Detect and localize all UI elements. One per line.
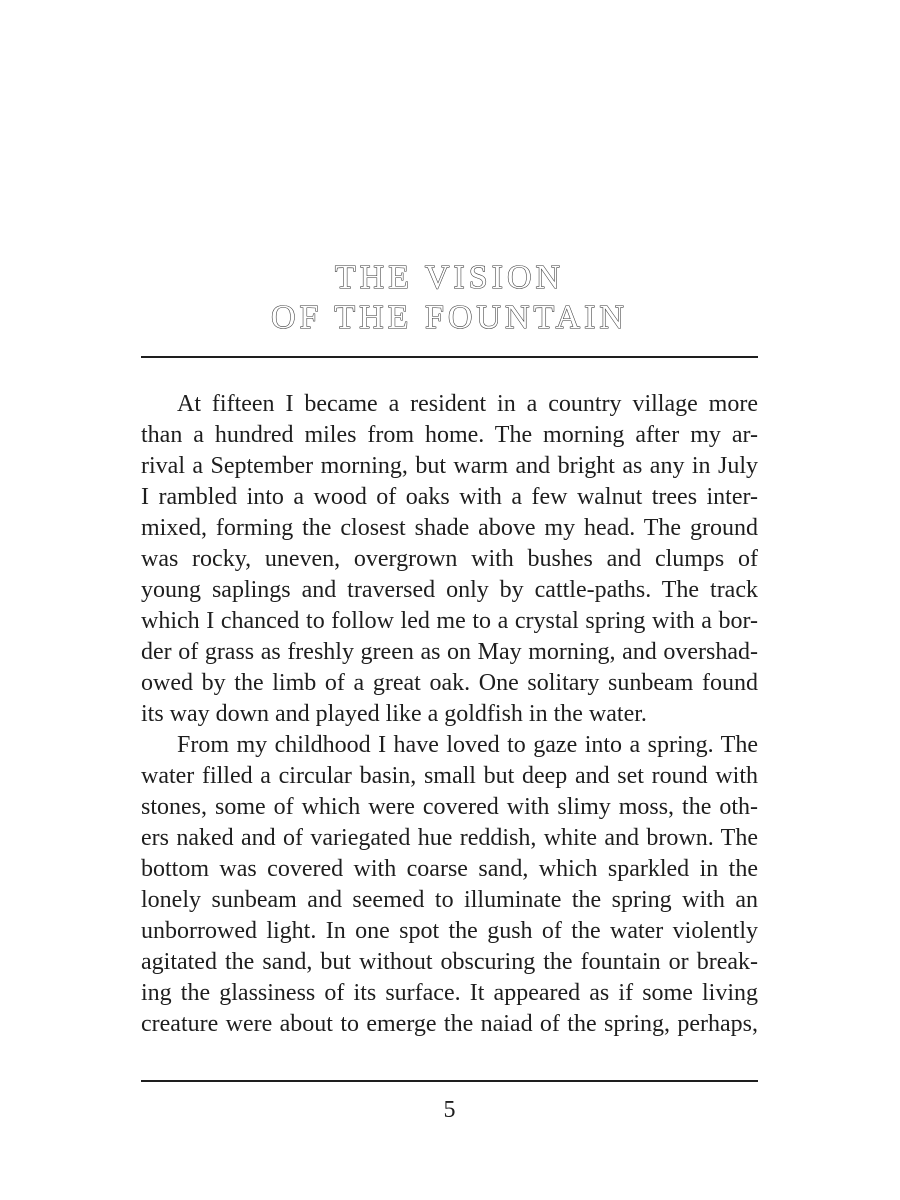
text-line: At fifteen I became a resident in a country village more — [177, 391, 758, 417]
text-line: owed by the limb of a great oak. One solitary sunbeam found — [141, 670, 758, 696]
text-line: agitated the sand, but without obscuring the fountain or break- — [141, 949, 758, 975]
text-line: creature were about to emerge the naiad of the spring, perhaps, — [141, 1011, 758, 1037]
paragraph — [141, 389, 758, 730]
text-line: water filled a circular basin, small but deep and set round with — [141, 763, 758, 789]
text-line: young saplings and traversed only by cattle-paths. The track — [141, 577, 758, 603]
text-line: From my childhood I have loved to gaze into a spring. The — [177, 732, 758, 758]
text-line: stones, some of which were covered with slimy moss, the oth- — [141, 794, 758, 820]
text-line: which I chanced to follow led me to a crystal spring with a bor- — [141, 608, 758, 634]
page-number: 5 — [443, 1097, 456, 1123]
text-line: der of grass as freshly green as on May morning, and overshad- — [141, 639, 758, 665]
text-line: mixed, forming the closest shade above my head. The ground — [141, 515, 758, 541]
text-line: rival a September morning, but warm and bright as any in July — [141, 453, 758, 479]
text-line: unborrowed light. In one spot the gush of the water violently — [141, 918, 758, 944]
paragraph — [141, 730, 758, 1040]
top-divider — [141, 356, 758, 358]
text-line: lonely sunbeam and seemed to illuminate the spring with an — [141, 887, 758, 913]
body-text — [141, 389, 758, 1040]
chapter-title-line-1: THE VISION — [334, 259, 565, 296]
bottom-divider — [141, 1080, 758, 1082]
chapter-title — [141, 258, 758, 338]
text-line: its way down and played like a goldfish in the water. — [141, 701, 647, 727]
text-line: ers naked and of variegated hue reddish, white and brown. The — [141, 825, 758, 851]
text-line: bottom was covered with coarse sand, which sparkled in the — [141, 856, 758, 882]
text-line: ing the glassiness of its surface. It appeared as if some living — [141, 980, 758, 1006]
text-line: was rocky, uneven, overgrown with bushes and clumps of — [141, 546, 758, 572]
text-line: I rambled into a wood of oaks with a few walnut trees inter- — [141, 484, 758, 510]
text-line: than a hundred miles from home. The morning after my ar- — [141, 422, 758, 448]
chapter-title-line-2: OF THE FOUNTAIN — [271, 299, 628, 336]
